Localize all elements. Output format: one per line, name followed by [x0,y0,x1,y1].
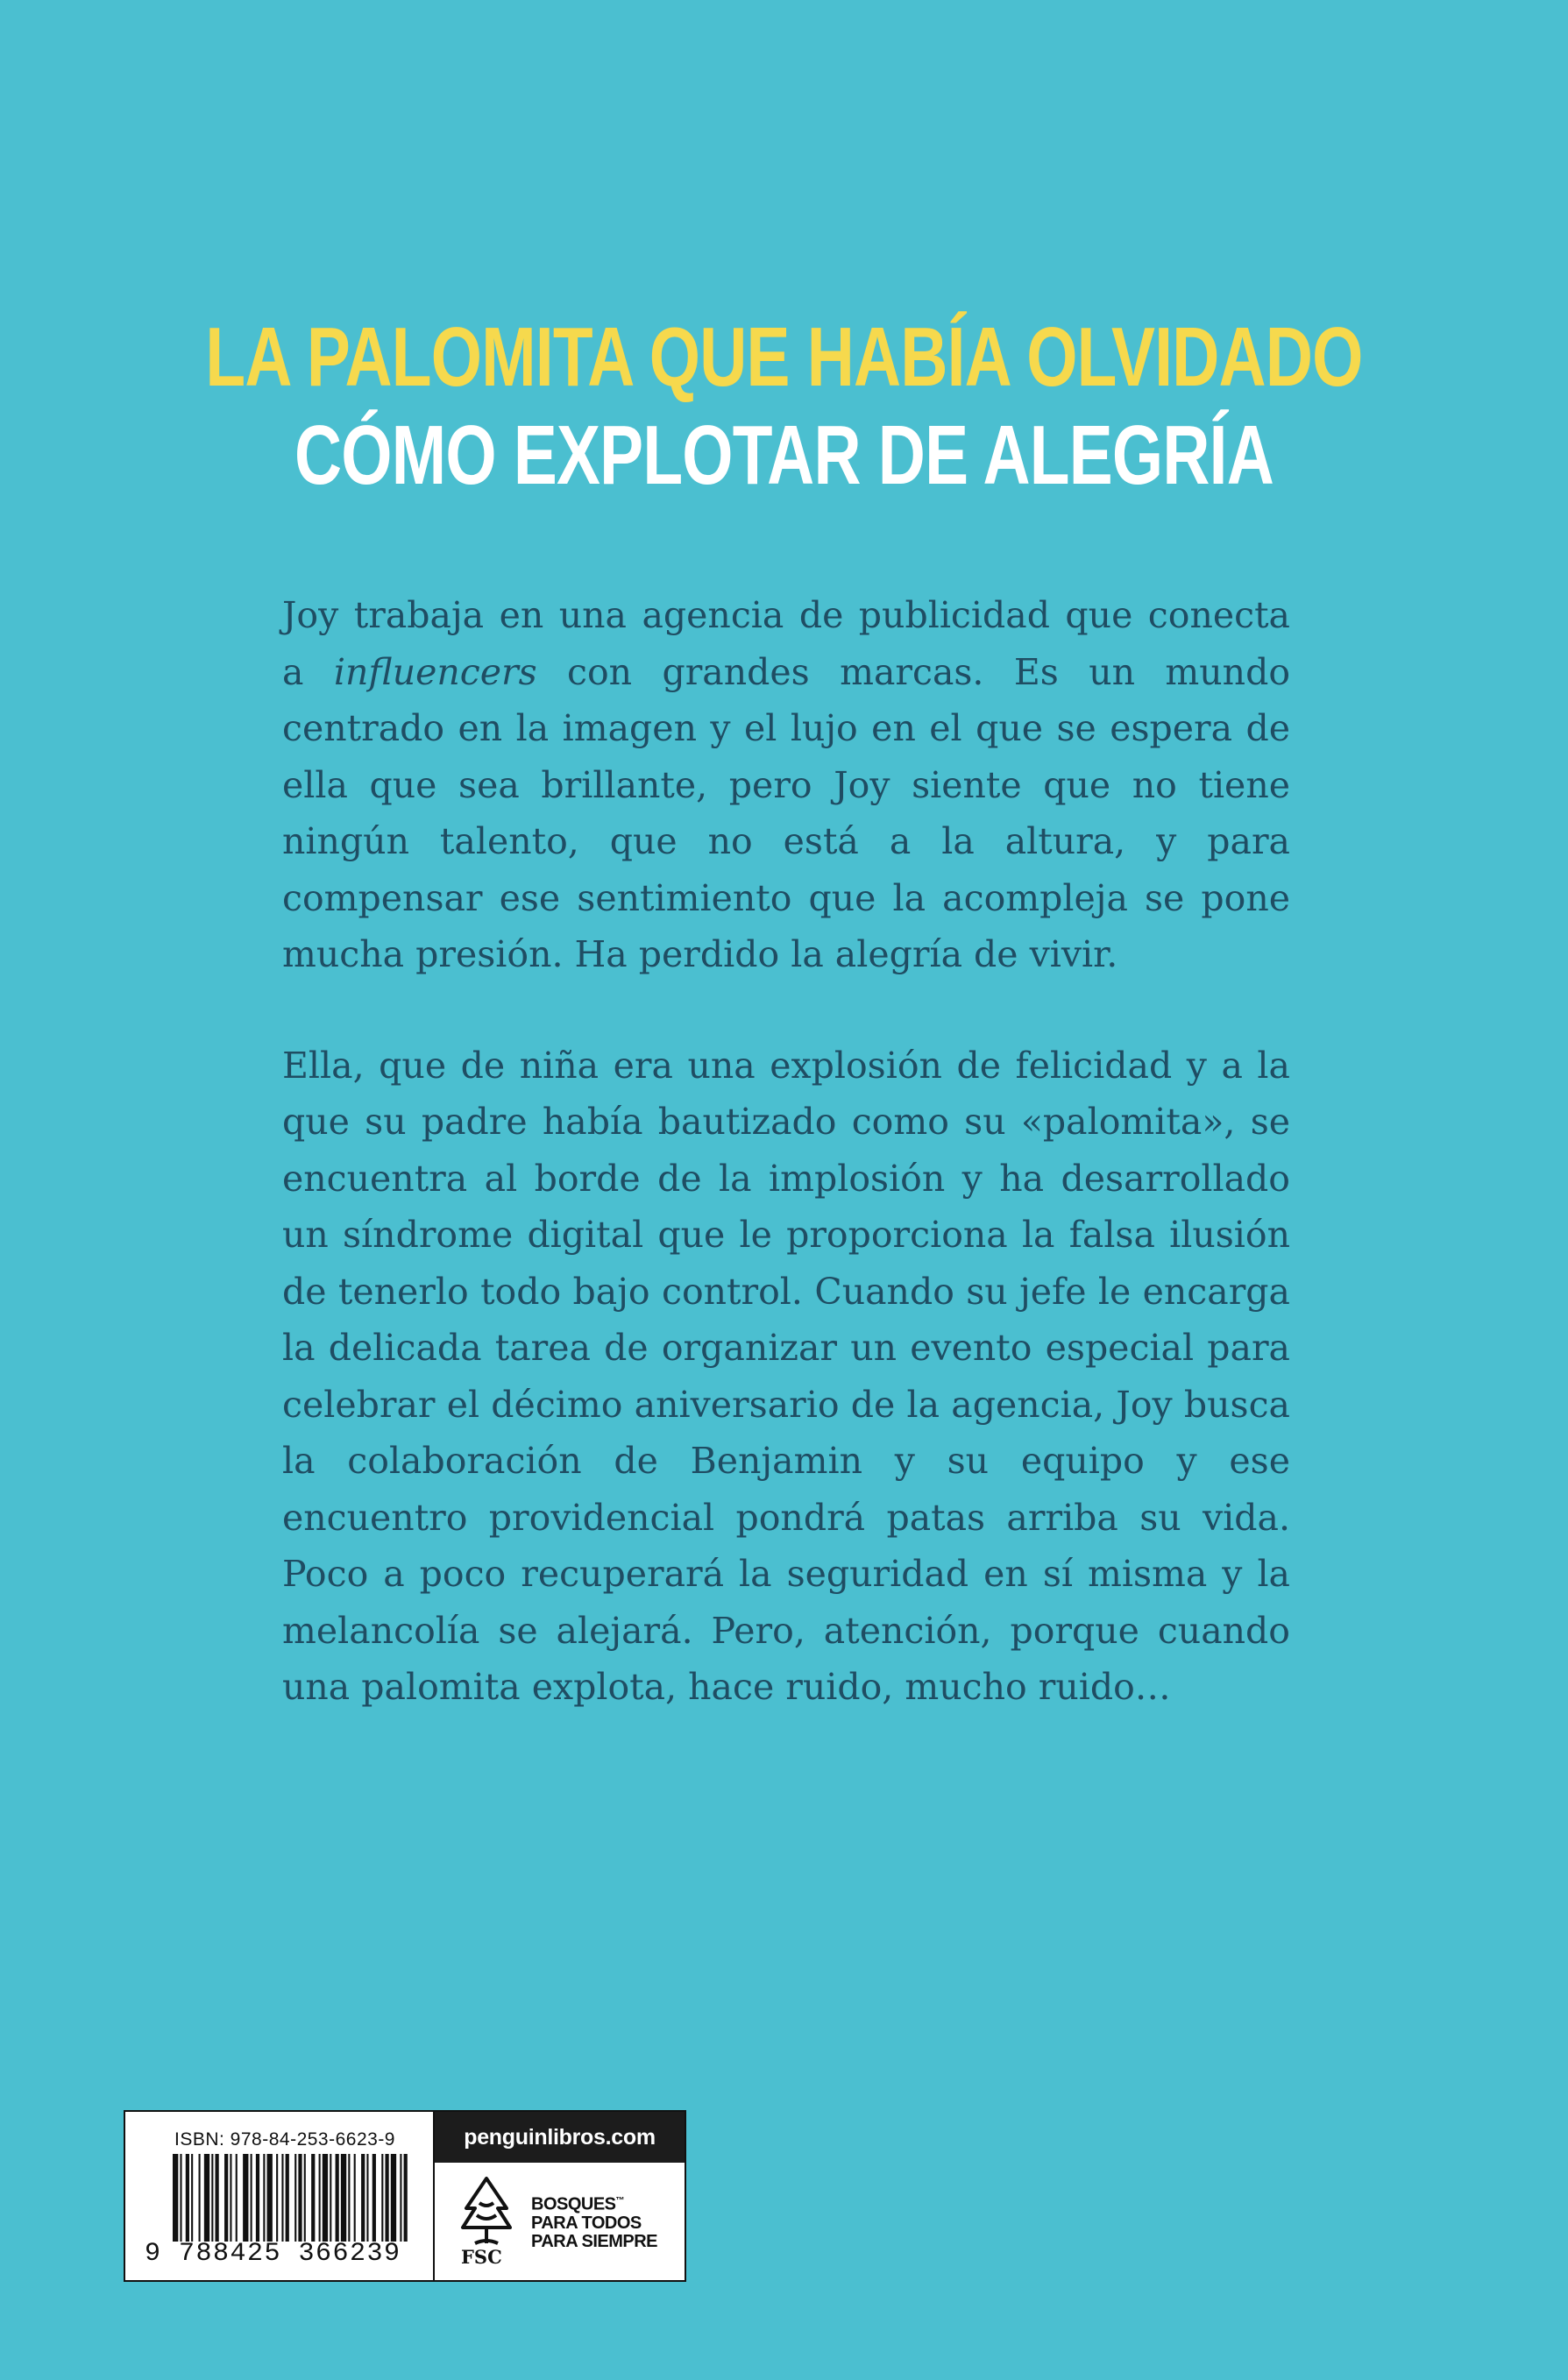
barcode-bar [276,2154,278,2242]
fsc-slogan-line-3: PARA SIEMPRE [531,2231,658,2251]
barcode-bar [224,2154,228,2242]
barcode-bar [400,2154,401,2242]
barcode-bar [236,2154,238,2242]
barcode-bar [211,2154,213,2242]
barcode-bar [267,2154,273,2242]
barcode-bar [354,2154,356,2242]
barcode-bar [204,2154,209,2242]
book-subtitle: CÓMO EXPLOTAR DE ALEGRÍA [294,408,1274,502]
barcode-bar [361,2154,365,2242]
barcode-bar [348,2154,350,2242]
fsc-slogan-line-2: PARA TODOS [531,2213,642,2233]
barcode-bar [323,2154,328,2242]
barcode-bar [298,2154,302,2242]
publisher-panel [435,2112,685,2280]
barcode-bar [404,2154,408,2242]
barcode-bar [199,2154,201,2242]
barcode-bars [173,2154,411,2243]
fsc-trademark: ™ [615,2196,625,2206]
barcode-bar [311,2154,315,2242]
barcode-bar [256,2154,259,2242]
barcode-bar [186,2154,189,2242]
barcode-bar [385,2154,388,2242]
barcode-panel [125,2112,435,2280]
fsc-slogan [531,2192,657,2251]
barcode-bar [286,2154,289,2242]
blurb-p1-lead: Joy trabaja en una agencia de publicidad que conecta a [282,594,1290,693]
barcode-bar [294,2154,296,2242]
barcode-digits: 9 788425 366239 [145,2239,401,2269]
barcode-bar [191,2154,193,2242]
barcode-bar [319,2154,321,2242]
barcode-bar [263,2154,265,2242]
barcode-bar [251,2154,252,2242]
barcode-bar [180,2154,181,2242]
fsc-slogan-line-1: BOSQUES [531,2194,616,2214]
title-block [0,308,1568,505]
barcode-bar [366,2154,368,2242]
barcode-bar [391,2154,396,2242]
blurb-paragraph-1 [282,587,1290,983]
barcode-bar [330,2154,331,2242]
barcode-bar [243,2154,248,2242]
barcode-bar [216,2154,219,2242]
blurb-paragraph-2: Ella, que de niña era una explosión de felicidad y a la que su padre había bautizado como su «palomita», se encuentra al borde de la implosión y ha desarrollado un síndrome digital que le proporciona la falsa ilusión de tenerlo todo bajo control. Cuando su jefe le encarga la delicada tarea de organizar un evento especial para celebrar el décimo aniversario de la agencia, Joy busca la colaboración de Benjamin y su equipo y ese encuentro providencial pondrá patas arriba su vida. Poco a poco recuperará la seguridad en sí misma y la melancolía se alejará. Pero, atención, porque cuando una palomita explota, hace ruido, mucho ruido… [282,1044,1290,1708]
barcode-bar [336,2154,339,2242]
fsc-logo-label: FSC [461,2246,502,2268]
back-cover-blurb [282,587,1290,1770]
barcode-bar [173,2154,178,2242]
barcode-bar [304,2154,306,2242]
barcode-info-box [124,2110,686,2282]
barcode-bar [281,2154,283,2242]
isbn-label: ISBN: 978-84-253-6623-9 [174,2129,395,2150]
book-title: LA PALOMITA QUE HABÍA OLVIDADO [205,310,1363,404]
barcode-bar [381,2154,383,2242]
fsc-tree-icon [451,2173,522,2270]
barcode-bar [341,2154,346,2242]
publisher-website: penguinlibros.com [435,2112,685,2163]
barcode-bar [230,2154,231,2242]
blurb-p1-italic: influencers [333,650,537,693]
barcode-bar [372,2154,376,2242]
blurb-p1-rest: con grandes marcas. Es un mundo centrado en la imagen y el lujo en el que se espera de ella que sea brillante, pero Joy siente que no tiene ningún talento, que no está a la altura, y para compensar ese sentimiento que la acompleja se pone mucha presión. Ha perdido la alegría de vivir. [282,650,1290,975]
fsc-certification [435,2163,685,2280]
